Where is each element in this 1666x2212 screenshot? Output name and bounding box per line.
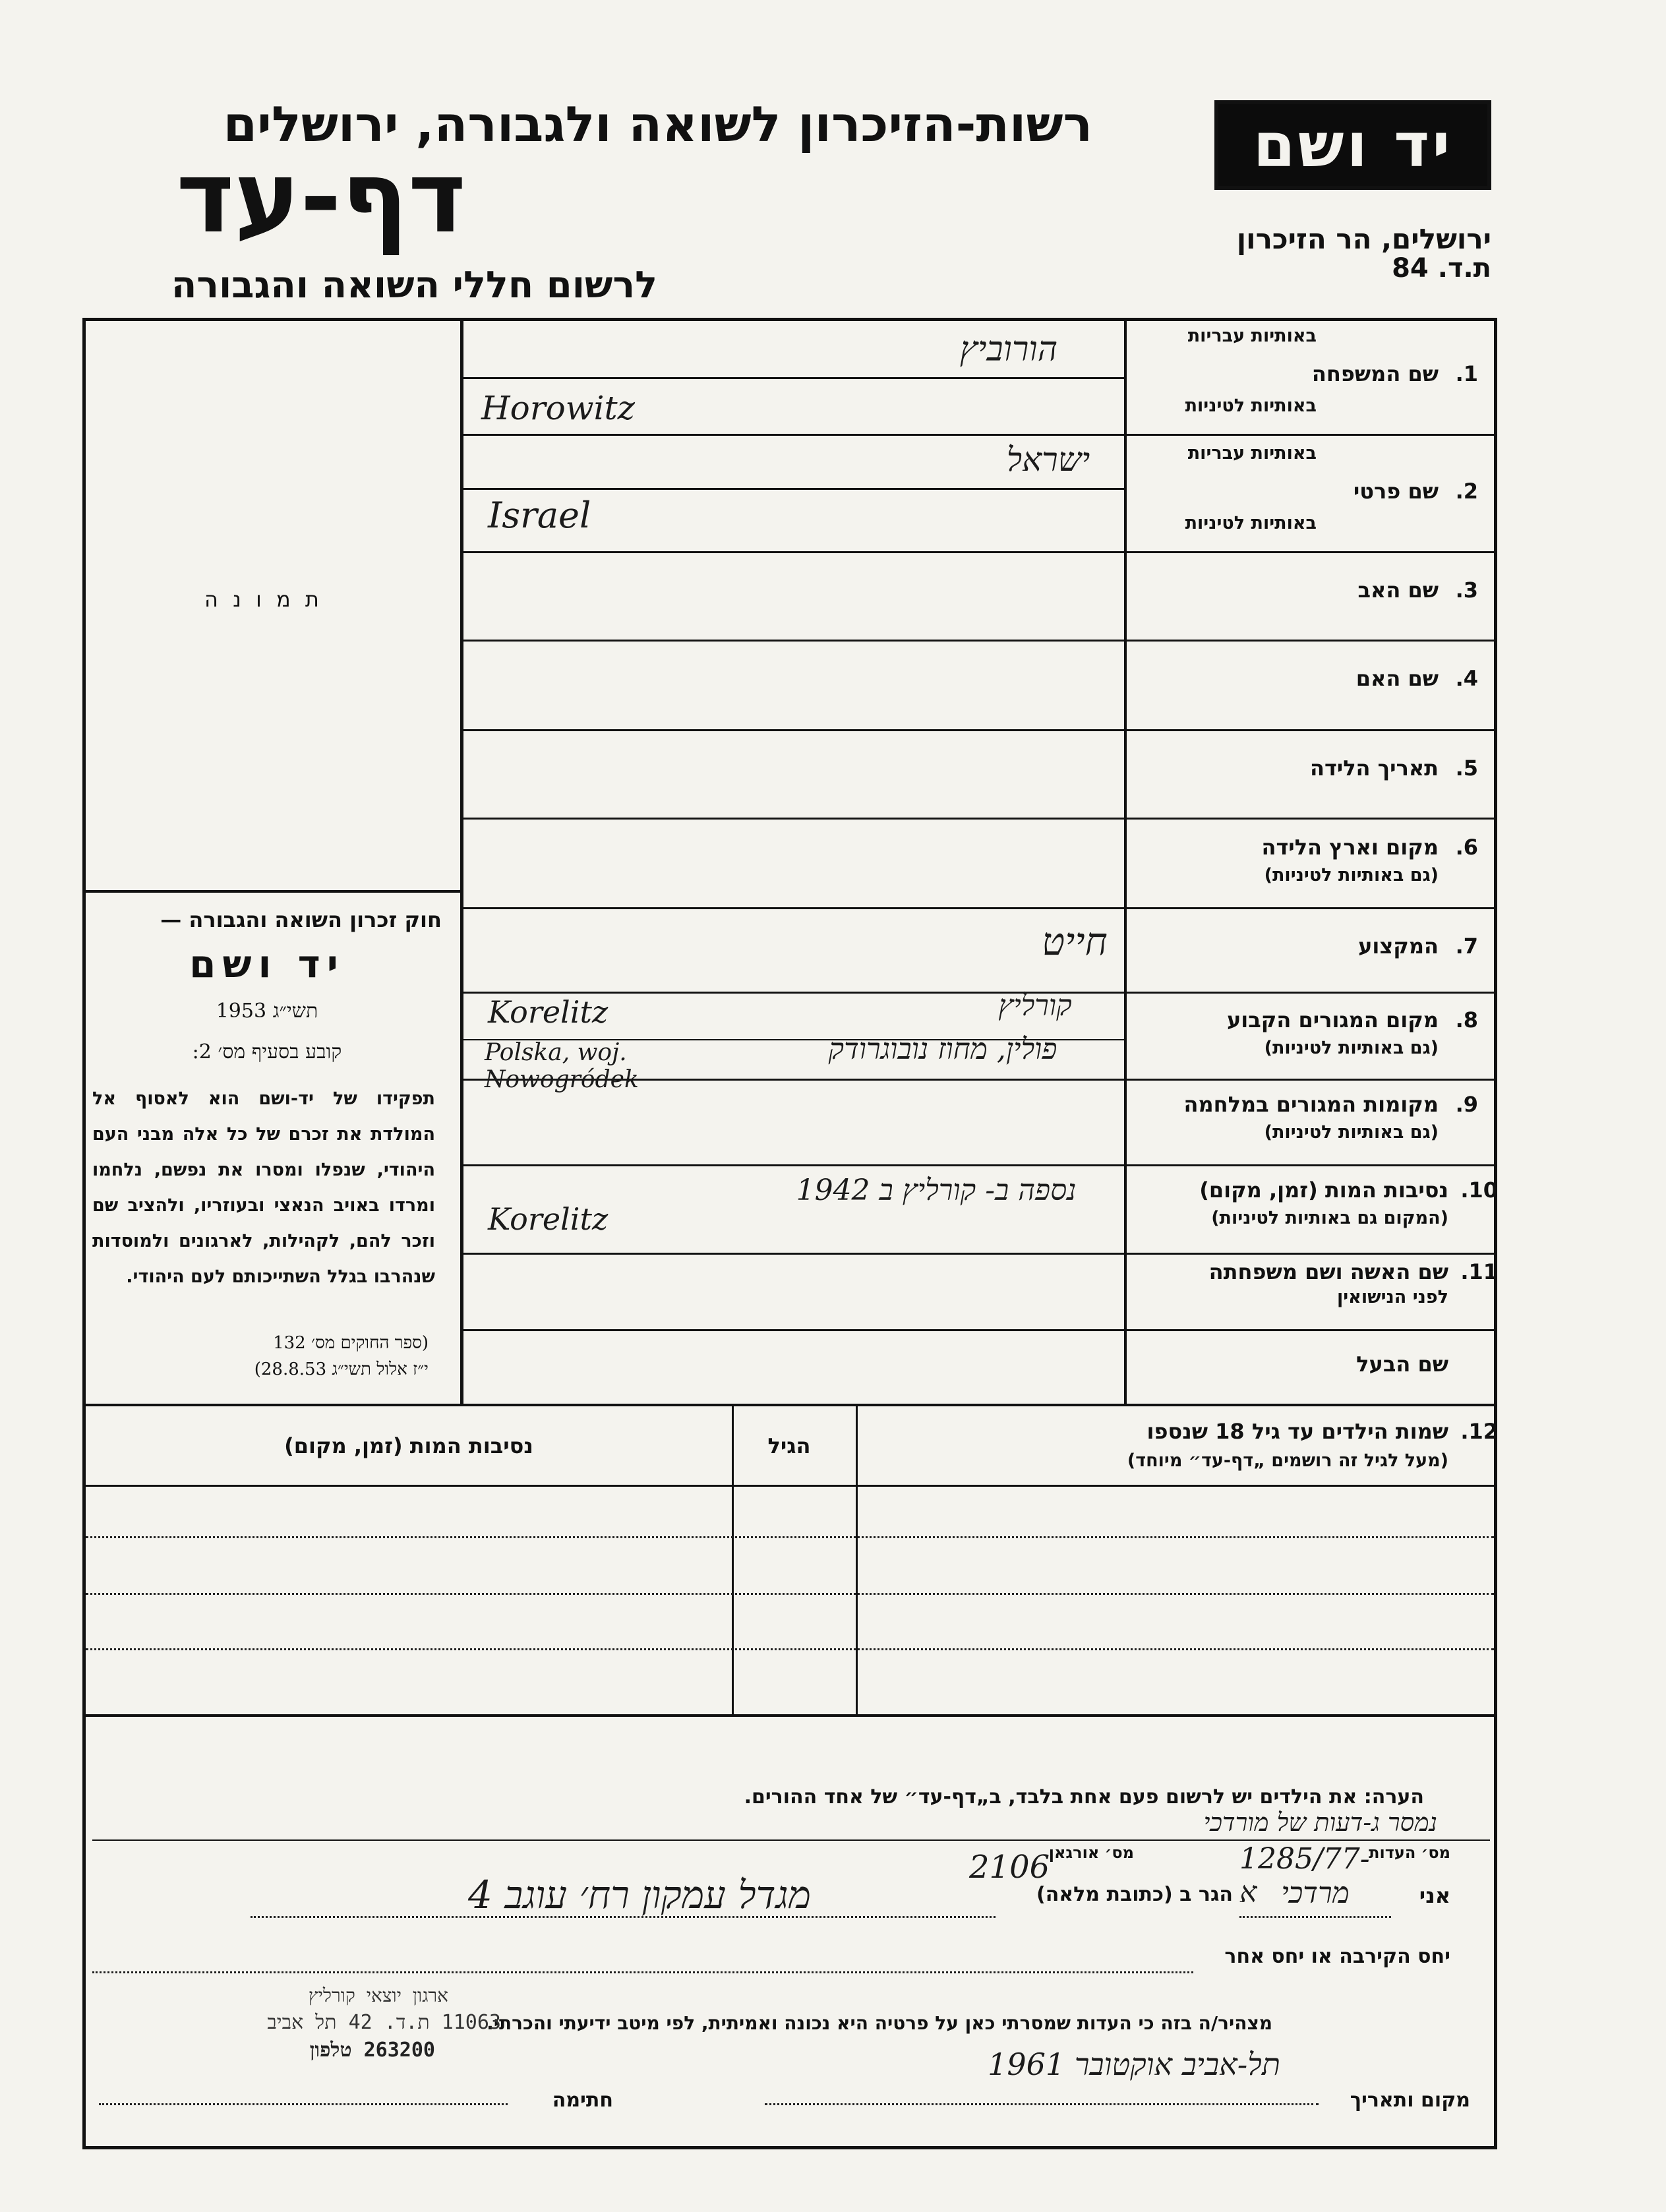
field-1-number: 1. <box>1455 361 1478 386</box>
field-11-number: 11. <box>1460 1259 1498 1284</box>
relation-line[interactable] <box>92 1971 1193 1973</box>
law-name: יד ושם <box>189 942 345 986</box>
law-reference-2: י״ז אלול תשי״ג 28.8.53) <box>254 1360 429 1379</box>
authority-name: רשות-הזיכרון לשואה ולגבורה, ירושלים <box>223 96 1092 153</box>
law-heading: חוק זכרון השואה והגבורה — <box>160 907 442 932</box>
field-9-label: מקומות המגורים במלחמה <box>1183 1092 1439 1117</box>
children-age-header: הגיל <box>767 1433 811 1458</box>
law-year: תשי״ג 1953 <box>216 1000 318 1023</box>
form-title: דף-עד <box>176 140 466 255</box>
field-7-number: 7. <box>1455 934 1478 959</box>
declarant-label: אני <box>1419 1883 1450 1908</box>
children-note: הערה: את הילדים יש לרשום פעם אחת בלבד, ב„דף-עד״ של אחד ההורים. <box>744 1785 1424 1808</box>
field-8-label: מקום המגורים הקבוע <box>1226 1007 1439 1032</box>
first-name-latin[interactable]: Israel <box>488 494 591 536</box>
relation-label: יחס הקירבה או יחס אחר <box>1224 1945 1450 1968</box>
row-line <box>461 551 1497 553</box>
divider-label-column <box>1124 318 1127 1404</box>
logo-text: יד ושם <box>1253 109 1453 181</box>
field-5-number: 5. <box>1455 756 1478 781</box>
law-body: תפקידו של יד-ושם הוא לאסוף אל המולדת את זכרם של כל אלה מבני העם היהודי, שנפלו ומסרו את נפשם, נלחמו ומרדו באויב הנאצי ובעוזריו, ולהציב שם וזכר להם, לקהילות, לארגונים ולמוסדות שנהרבו בגלל השתייכותם לעם היהודי. <box>92 1089 435 1287</box>
field-10-hint: (המקום גם באותיות לטיניות) <box>1211 1208 1448 1228</box>
field-9-hint: (גם באותיות לטיניות) <box>1264 1122 1439 1143</box>
law-clause: קובע בסעיף מס׳ 2: <box>192 1040 342 1063</box>
row-line <box>461 1253 1497 1255</box>
field-8-hint: (גם באותיות לטיניות) <box>1264 1038 1439 1058</box>
stamp-submitted: נמסר ג-דעות של מורדכי <box>1203 1808 1437 1837</box>
row-line <box>461 907 1497 909</box>
declarant-name[interactable]: מרדכי <box>1281 1876 1350 1910</box>
address-line-2: ת.ד. 84 <box>1392 253 1491 284</box>
children-header-line <box>82 1485 1497 1487</box>
org-stamp-line-3: 263200 טלפון <box>309 2039 435 2062</box>
residence-town-latin[interactable]: Korelitz <box>488 994 609 1030</box>
logo-box <box>1214 100 1491 190</box>
death-place-latin[interactable]: Korelitz <box>488 1201 609 1237</box>
divider-photo-column <box>460 318 463 1404</box>
place-date-line[interactable] <box>765 2103 1319 2105</box>
field-4-number: 4. <box>1455 666 1478 691</box>
field-1-hebrew-hint: באותיות עבריות <box>1187 326 1317 346</box>
photo-label: ת מ ו נ ה <box>204 587 323 612</box>
footer-separator <box>92 1839 1490 1841</box>
field-10-label: נסיבות המות (זמן, מקום) <box>1199 1178 1448 1203</box>
field-2-label: שם פרטי <box>1353 479 1439 504</box>
residence-region-hebrew[interactable]: פולין, מחוז נובוגרודק <box>828 1032 1057 1066</box>
profession-value[interactable]: חייט <box>1042 919 1108 964</box>
family-name-hebrew[interactable]: הורוביץ <box>959 330 1058 369</box>
signature-line[interactable] <box>99 2103 508 2105</box>
witness-no-label: מס׳ העדות <box>1369 1843 1450 1862</box>
divider-law-top <box>82 890 463 893</box>
resides-label: הגר ב (כתובת מלאה) <box>1036 1883 1233 1906</box>
children-death-header: נסיבות המות (זמן, מקום) <box>284 1433 533 1458</box>
family-name-latin[interactable]: Horowitz <box>481 389 635 427</box>
org-stamp-line-2: 11063 ת.ד. 42 תל אביב <box>267 2011 501 2034</box>
field-1-label: שם המשפחה <box>1311 361 1439 386</box>
field-11-label: שם האשה ושם משפחתה <box>1208 1259 1448 1284</box>
residence-town-hebrew[interactable]: קורליץ <box>998 989 1072 1023</box>
file-no-label: מס׳ אורגאן <box>1048 1843 1134 1862</box>
children-label: שמות הילדים עד גיל 18 שנספו <box>1146 1419 1448 1444</box>
children-col-divider-2 <box>856 1406 858 1716</box>
form-subtitle: לרשום חללי השואה והגבורה <box>171 264 657 307</box>
row-line <box>461 434 1497 436</box>
children-row[interactable] <box>86 1648 1494 1650</box>
declaration-text: מצהיר/ה בזה כי העדות שמסרתי כאן על פרטיה היא נכונה ואמיתית, לפי מיטב ידיעתי והכרתי. <box>487 2012 1272 2034</box>
row-line <box>461 1164 1497 1166</box>
law-reference-1: (ספר החוקים מס׳ 132 <box>273 1333 429 1353</box>
field-12-number: 12. <box>1460 1419 1498 1444</box>
field-8-number: 8. <box>1455 1007 1478 1032</box>
field-husband-label: שם הבעל <box>1356 1352 1448 1377</box>
row-line <box>461 729 1497 731</box>
row-line <box>461 818 1497 820</box>
children-hint: (מעל לגיל זה רושמים „דף-עד״ מיוחד) <box>1127 1450 1448 1471</box>
signature-label: חתימה <box>552 2089 613 2112</box>
field-11-hint: לפני הנישואין <box>1336 1287 1448 1307</box>
children-col-divider-1 <box>732 1406 734 1716</box>
children-bottom-line <box>82 1714 1497 1717</box>
field-3-number: 3. <box>1455 578 1478 603</box>
place-date-label: מקום ותאריך <box>1350 2089 1470 2112</box>
field-10-number: 10. <box>1460 1178 1498 1203</box>
field-1-latin-hint: באותיות לטיניות <box>1185 396 1317 416</box>
field-5-label: תאריך הלידה <box>1309 756 1439 781</box>
field-6-label: מקום וארץ הלידה <box>1261 835 1439 860</box>
field-7-label: המקצוע <box>1358 934 1439 959</box>
address-line[interactable] <box>251 1916 996 1918</box>
row-line <box>461 1329 1497 1331</box>
org-stamp-line-1: ארגון יוצאי קורליץ <box>308 1985 448 2006</box>
field-4-label: שם האם <box>1355 666 1439 691</box>
field-9-number: 9. <box>1455 1092 1478 1117</box>
place-date-value[interactable]: תל-אביב אוקטובר 1961 <box>988 2047 1280 2082</box>
field-2-latin-hint: באותיות לטיניות <box>1185 513 1317 533</box>
death-circumstances-hebrew[interactable]: נספה ב- קורליץ ב 1942 <box>796 1174 1077 1207</box>
field-6-hint: (גם באותיות לטיניות) <box>1264 865 1439 885</box>
witness-no-value[interactable]: 1285/77-א <box>1239 1842 1370 1909</box>
address-line-1: ירושלים, הר הזיכרון <box>1236 223 1491 255</box>
children-row[interactable] <box>86 1536 1494 1538</box>
field-3-label: שם האב <box>1357 578 1439 603</box>
residence-region-latin[interactable]: Polska, woj. Nowogródek <box>485 1039 639 1093</box>
row-line <box>461 640 1497 642</box>
address-value[interactable]: מגדל עמקון רח׳ עוגב 4 <box>467 1872 812 1917</box>
row-line <box>461 488 1125 490</box>
row-line <box>461 377 1125 379</box>
divider-section-12 <box>82 1404 1497 1406</box>
children-row[interactable] <box>86 1593 1494 1595</box>
first-name-hebrew[interactable]: ישראל <box>1006 440 1090 479</box>
field-6-number: 6. <box>1455 835 1478 860</box>
declarant-name-line[interactable] <box>1239 1916 1391 1918</box>
field-2-hebrew-hint: באותיות עבריות <box>1187 443 1317 463</box>
field-2-number: 2. <box>1455 479 1478 504</box>
file-no-value[interactable]: 2106 <box>969 1849 1050 1886</box>
